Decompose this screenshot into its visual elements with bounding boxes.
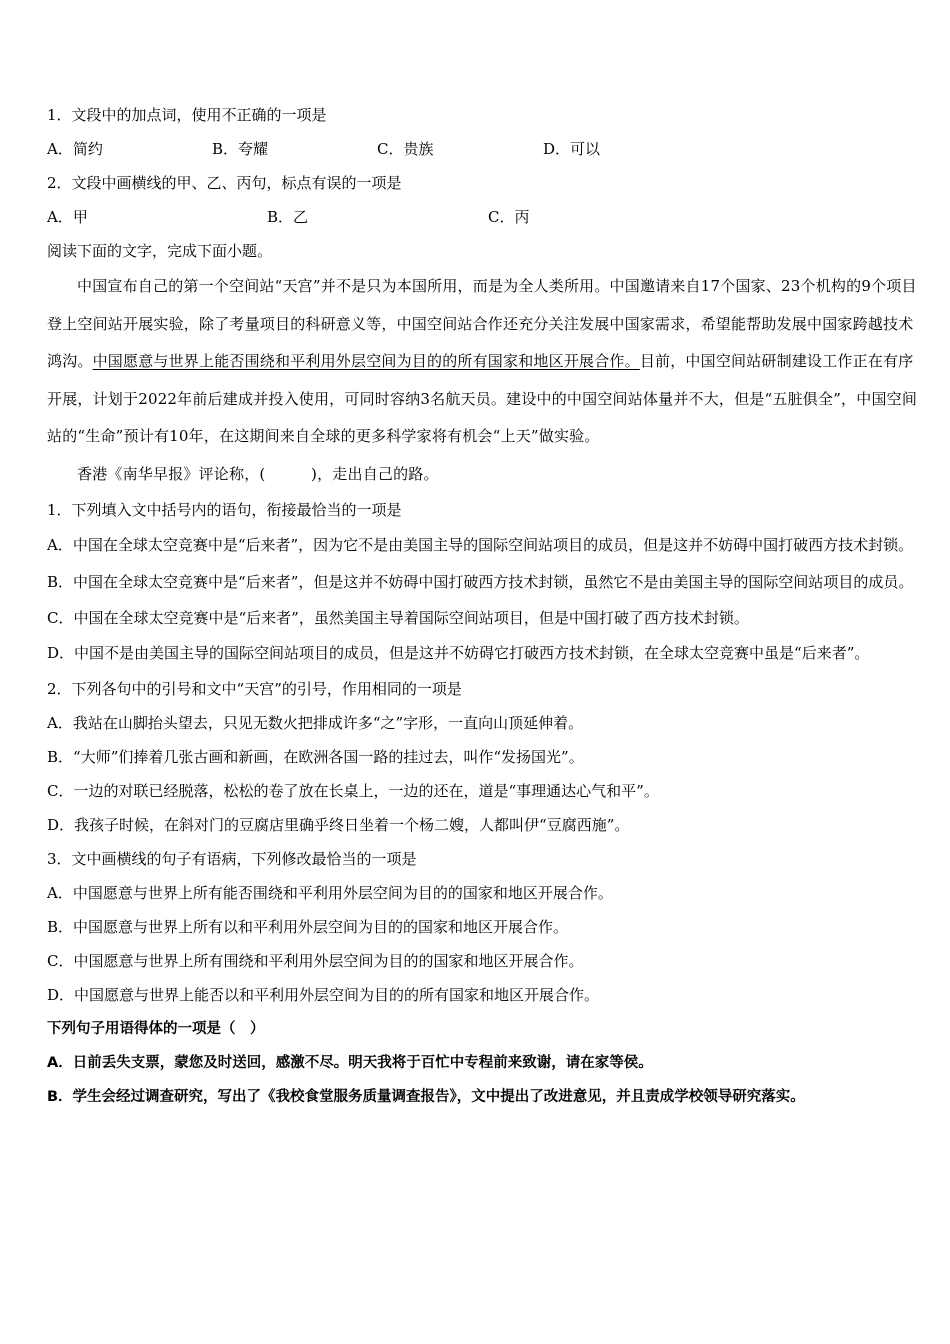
passage-text: 中国宣布自己的第一个空间站“天宫”并不是只为本国所用，而是为全人类所用。中国邀请来自17个国家、23个机构的9个项目登上空间站开展实验，除了考量项目的科研意义等，中国空间站合作还充分关注发展中国家需求，希望能帮助发展中国家跨越技术鸿沟。 — [47, 277, 917, 370]
option: A．日前丢失支票，蒙您及时送回，感激不尽。明天我将于百忙中专程前来致谢，请在家等侯。 — [47, 1055, 653, 1071]
option: B．“大师”们捧着几张古画和新画，在欧洲各国一路的挂过去，叫作“发扬国光”。 — [47, 748, 584, 766]
option-row — [47, 132, 927, 166]
option: D．可以 — [543, 140, 601, 158]
option: A．简约 — [47, 140, 103, 158]
option: C．中国愿意与世界上所有围绕和平利用外层空间为目的的国家和地区开展合作。 — [47, 952, 584, 970]
option-row — [47, 200, 927, 234]
option: A．我站在山脚抬头望去，只见无数火把排成许多“之”字形，一直向山顶延伸着。 — [47, 714, 584, 732]
option: D．我孩子时候，在斜对门的豆腐店里确乎终日坐着一个杨二嫂，人都叫伊“豆腐西施”。 — [47, 816, 630, 834]
reading-instruction: 阅读下面的文字，完成下面小题。 — [47, 242, 273, 260]
document-page — [47, 98, 927, 1114]
option: C．一边的对联已经脱落，松松的卷了放在长桌上，一边的还在，道是“事理通达心气和平”。 — [47, 782, 659, 800]
option: B．夸耀 — [212, 140, 269, 158]
question-stem: 1．文段中的加点词，使用不正确的一项是 — [47, 106, 327, 124]
option: A．中国愿意与世界上所有能否围绕和平利用外层空间为目的的国家和地区开展合作。 — [47, 884, 613, 902]
option: D．中国不是由美国主导的国际空间站项目的成员，但是这并不妨碍它打破西方技术封锁，在全球太空竞赛中虽是“后来者”。 — [47, 644, 870, 662]
option: B．中国在全球太空竞赛中是“后来者”，但是这并不妨碍中国打破西方技术封锁，虽然它不是由美国主导的国际空间站项目的成员。 — [47, 573, 914, 591]
option: B．学生会经过调查研究，写出了《我校食堂服务质量调查报告》，文中提出了改进意见，并且责成学校领导研究落实。 — [47, 1089, 805, 1105]
option: A．中国在全球太空竞赛中是“后来者”，因为它不是由美国主导的国际空间站项目的成员，但是这并不妨碍中国打破西方技术封锁。 — [47, 536, 914, 554]
option: D．中国愿意与世界上能否以和平利用外层空间为目的的所有国家和地区开展合作。 — [47, 986, 600, 1004]
option: A．甲 — [47, 208, 88, 226]
reading-passage — [47, 268, 927, 493]
option: B．中国愿意与世界上所有以和平利用外层空间为目的的国家和地区开展合作。 — [47, 918, 569, 936]
question-stem: 1．下列填入文中括号内的语句，衔接最恰当的一项是 — [47, 501, 402, 519]
question-stem: 下列句子用语得体的一项是（ ） — [47, 1021, 265, 1037]
passage-text: 目前，中国空间站研制建设工作正在有序开展，计划于2022年前后建成并投入使用，可同时容纳3名航天员。建设中的中国空间站体量并不大，但是“五脏俱全”，中国空间站的“生命”预计有10年，在这期间来自全球的更多科学家将有机会“上天”做实验。 — [47, 352, 918, 445]
passage-paragraph — [47, 268, 927, 456]
passage-paragraph: 香港《南华早报》评论称，( )，走出自己的路。 — [77, 464, 439, 483]
option: C．贵族 — [377, 140, 434, 158]
question-stem: 3．文中画横线的句子有语病，下列修改最恰当的一项是 — [47, 850, 417, 868]
question-stem: 2．文段中画横线的甲、乙、丙句，标点有误的一项是 — [47, 174, 402, 192]
option: C．丙 — [488, 208, 530, 226]
question-stem: 2．下列各句中的引号和文中“天宫”的引号，作用相同的一项是 — [47, 680, 462, 698]
option: C．中国在全球太空竞赛中是“后来者”，虽然美国主导着国际空间站项目，但是中国打破了西方技术封锁。 — [47, 609, 749, 627]
option: B．乙 — [267, 208, 309, 226]
underlined-sentence: 中国愿意与世界上能否围绕和平利用外层空间为目的的所有国家和地区开展合作。 — [92, 352, 640, 370]
